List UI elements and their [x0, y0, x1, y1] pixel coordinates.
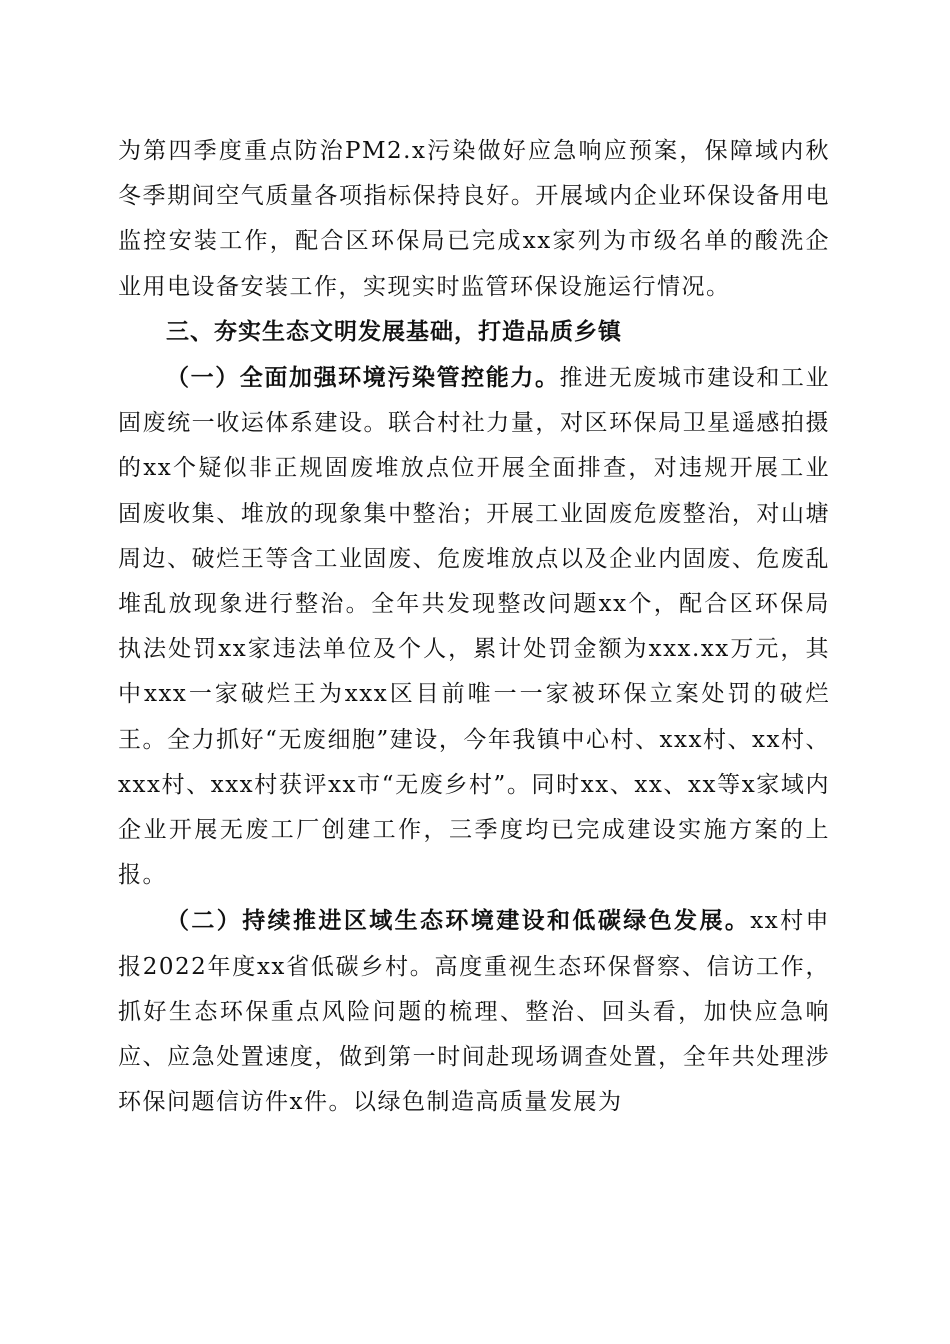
subsection-1-paragraph: [118, 355, 830, 898]
section-heading: 三、夯实生态文明发展基础，打造品质乡镇: [166, 318, 622, 345]
subsection-2-lead: （二）持续推进区域生态环境建设和低碳绿色发展。: [166, 907, 751, 935]
subsection-1-lead: （一）全面加强环境污染管控能力。: [166, 364, 560, 392]
subsection-1-body: 推进无废城市建设和工业固废统一收运体系建设。联合村社力量，对区环保局卫星遥感拍摄的xx个疑似非正规固废堆放点位开展全面排查，对违规开展工业固废收集、堆放的现象集中整治；开展工业固废危废整治，对山塘周边、破烂王等含工业固废、危废堆放点以及企业内固废、危废乱堆乱放现象进行整治。全年共发现整改问题xx个，配合区环保局执法处罚xx家违法单位及个人，累计处罚金额为xxx.xx万元，其中xxx一家破烂王为xxx区目前唯一一家被环保立案处罚的破烂王。全力抓好“无废细胞”建设，今年我镇中心村、xxx村、xx村、xxx村、xxx村获评xx市“无废乡村”。同时xx、xx、xx等x家域内企业开展无废工厂创建工作，三季度均已完成建设实施方案的上报。: [118, 365, 831, 889]
document-body: [118, 129, 830, 1125]
subsection-2-paragraph: [118, 898, 830, 1125]
subsection-2-body: xx村申报2022年度xx省低碳乡村。高度重视生态环保督察、信访工作，抓好生态环保重点风险问题的梳理、整治、回头看，加快应急响应、应急处置速度，做到第一时间赴现场调查处置，全年共处理涉环保问题信访件x件。以绿色制造高质量发展为: [118, 908, 830, 1116]
continuation-paragraph: 为第四季度重点防治PM2.x污染做好应急响应预案，保障域内秋冬季期间空气质量各项指标保持良好。开展域内企业环保设备用电监控安装工作，配合区环保局已完成xx家列为市级名单的酸洗企业用电设备安装工作，实现实时监管环保设施运行情况。: [118, 138, 830, 300]
